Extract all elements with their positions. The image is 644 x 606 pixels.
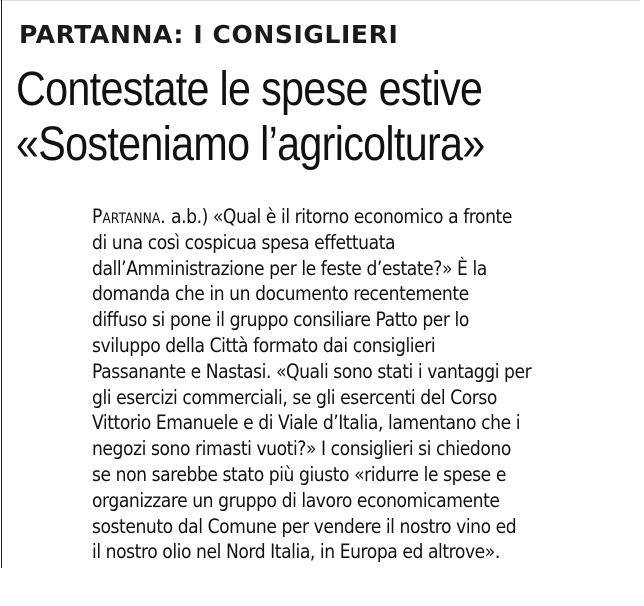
body-line: Vittorio Emanuele e di Viale d’Italia, lamentano che i: [92, 411, 521, 435]
body-line: dall’Amministrazione per le feste d’estate?» È la: [92, 256, 487, 280]
body-line: Passanante e Nastasi. «Quali sono stati i vantaggi per: [92, 359, 532, 383]
body-line: organizzare un gruppo di lavoro economicamente: [92, 488, 500, 512]
article-headline: [16, 62, 485, 172]
body-line: negozi sono rimasti vuoti?» I consiglieri si chiedono: [92, 437, 511, 461]
body-line: diffuso si pone il gruppo consiliare Patto per lo: [92, 308, 469, 332]
body-line: sviluppo della Città formato dai consiglieri: [92, 333, 436, 357]
body-line: [92, 204, 585, 230]
article-kicker: PARTANNA: I CONSIGLIERI: [19, 20, 399, 49]
headline-line-2: «Sosteniamo l’agricoltura»: [16, 118, 485, 171]
headline-line-1: Contestate le spese estive: [16, 63, 483, 116]
body-line: sostenuto dal Comune per vendere il nostro vino ed: [92, 514, 517, 538]
body-line: di una così cospicua spesa effettuata: [92, 230, 396, 254]
body-line-text: «Qual è il ritorno economico a fronte: [212, 205, 512, 228]
article-dateline: Partanna.: [92, 205, 166, 228]
body-line: il nostro olio nel Nord Italia, in Europa ed altrove».: [92, 540, 500, 564]
article-body: [92, 204, 585, 565]
body-line: se non sarebbe stato più giusto «ridurre le spese e: [92, 462, 506, 486]
left-border: [1, 0, 2, 568]
body-line: domanda che in un documento recentemente: [92, 282, 469, 306]
article-author: a.b.): [171, 205, 208, 228]
body-line: gli esercizi commerciali, se gli esercenti del Corso: [92, 385, 497, 409]
top-border: [0, 0, 640, 1]
